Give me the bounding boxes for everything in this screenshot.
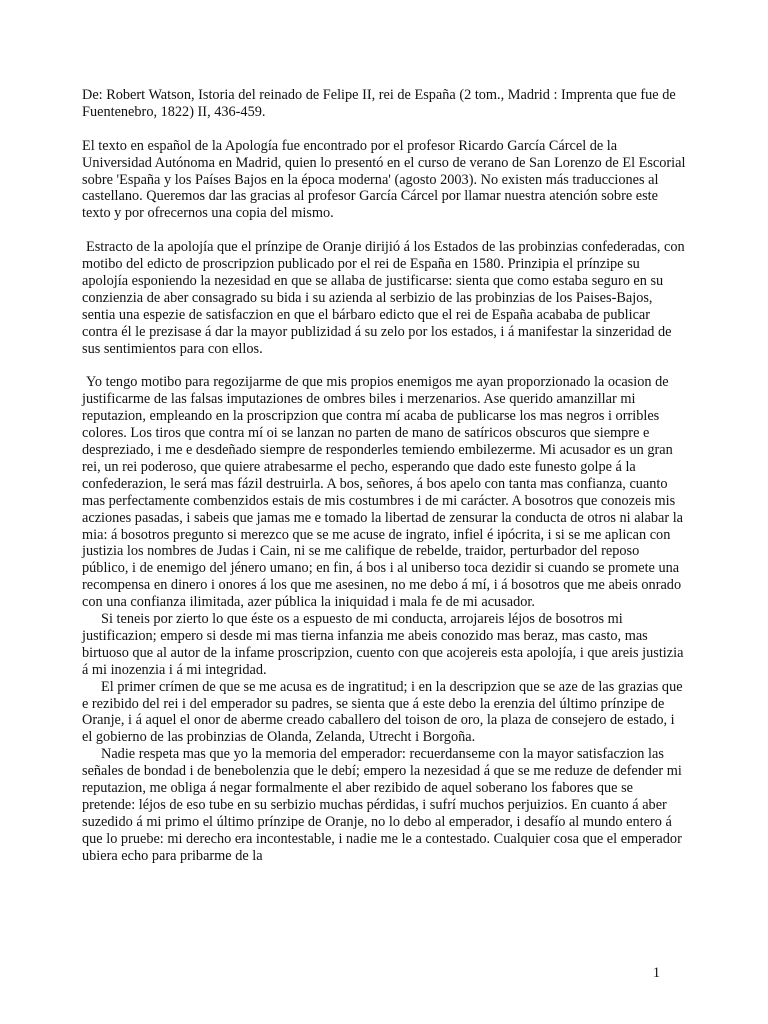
body-paragraph: Yo tengo motibo para regozijarme de que mis propios enemigos me ayan proporzionado la ocasion de justificarme de las falsas imputaziones de ombres biles i merzenarios. Ase querido amanzillar mi reputazion, empleando en la proscripzion que contra mí acaba de publicarse los mas negros i orribles colores. Los tiros que contra mí oi se lanzan no parten de mano de satíricos obscuros que siempre e despreziado, i me e desdeñado siempre de responderles temiendo embilezerme. Mi acusador es un gran rei, un rei poderoso, que quiere atrabesarme el pecho, esperando que dado este funesto golpe á la confederazion, le será mas fázil destruirla. A bos, señores, á bos apelo con tanta mas confianza, cuanto mas perfectamente combenzidos estais de mis costumbres i de mi carácter. A bosotros que conozeis mis acziones pasadas, i sabeis que jamas me e tomado la libertad de zensurar la conducta de otros ni alabar la mia: á bosotros pregunto si merezco que se me acuse de ingrato, infiel é ipócrita, i si se me aplican con justizia los nombres de Judas i Cain, ni se me califique de rebelde, traidor, perturbador del reposo público, i de enemigo del jénero umano; en fin, á bos i al uniberso toca dezidir si cuando se promete una recompensa en dinero i onores á los que me asesinen, no me debo á mí, i á bosotros que me abeis onrado con una confianza ilimitada, azer pública la iniquidad i mala fe de mi acusador. <box>82 374 684 611</box>
body-paragraph: Si teneis por zierto lo que éste os a espuesto de mi conducta, arrojareis léjos de bosotros mi justificazion; empero si desde mi mas tierna infanzia me abeis conozido mas beraz, mas casto, mas birtuoso que al autor de la infame proscripzion, cuento con que acojereis esta apolojía, i que areis justizia á mi inozenzia i á mi integridad. <box>82 611 684 678</box>
extract-summary: Estracto de la apolojía que el prínzipe de Oranje dirijió á los Estados de las probinzias confederadas, con motibo del edicto de proscripzion publicado por el rei de España en 1580. Prinzipia el prínzipe su apolojía esponiendo la nezesidad en que se allaba de justificarse: sienta que como estaba seguro en su conzienzia de aber consagrado su bida i su azienda al serbizio de las probinzias de los Paises-Bajos, sentia una espezie de satisfaczion en que el bárbaro edicto que el rei de España acababa de publicar contra él le prezisase á dar la mayor publizidad á su zelo por los estados, i á manifestar la sinzeridad de sus sentimientos para con ellos. <box>82 239 685 357</box>
source-citation: De: Robert Watson, Istoria del reinado de Felipe II, rei de España (2 tom., Madrid : Imprenta que fue de Fuentenebro, 1822) II, 436-459. <box>82 87 676 120</box>
body-paragraph: El primer crímen de que se me acusa es de ingratitud; i en la descripzion que se aze de las grazias que e rezibido del rei i del emperador su padres, se sienta que á este debo la erenzia del último prínzipe de Oranje, i á aquel el onor de aberme creado caballero del toison de oro, la plaza de consejero de estado, i el gobierno de las probinzias de Olanda, Zelanda, Utrecht i Borgoña. <box>82 678 683 746</box>
body-paragraph: Nadie respeta mas que yo la memoria del emperador: recuerdanseme con la mayor satisfaczion las señales de bondad i de benebolenzia que le debí; empero la nezesidad á que se me reduze de defender mi reputazion, me obliga á negar formalmente el aber rezibido de aquel soberano los fabores que se pretende: léjos de eso tube en su serbizio muchas pérdidas, i sufrí muchos perjuizios. En cuanto á aber suzedido á mi primo el último prínzipe de Oranje, no lo debo al emperador, i desafío al mundo entero á que lo pruebe: mi derecho era incontestable, i nadie me le a contestado. Cualquier cosa que el emperador ubiera echo para pribarme de la <box>82 746 682 864</box>
editorial-note: El texto en español de la Apología fue encontrado por el profesor Ricardo García Cárcel de la Universidad Autónoma en Madrid, quien lo presentó en el curso de verano de San Lorenzo de El Escorial sobre 'España y los Países Bajos en la época moderna' (agosto 2003). No existen más traducciones al castellano. Queremos dar las gracias al profesor García Cárcel por llamar nuestra atención sobre este texto y por ofrecernos una copia del mismo. <box>82 137 686 222</box>
document-body <box>82 87 688 865</box>
page-number: 1 <box>652 965 660 981</box>
